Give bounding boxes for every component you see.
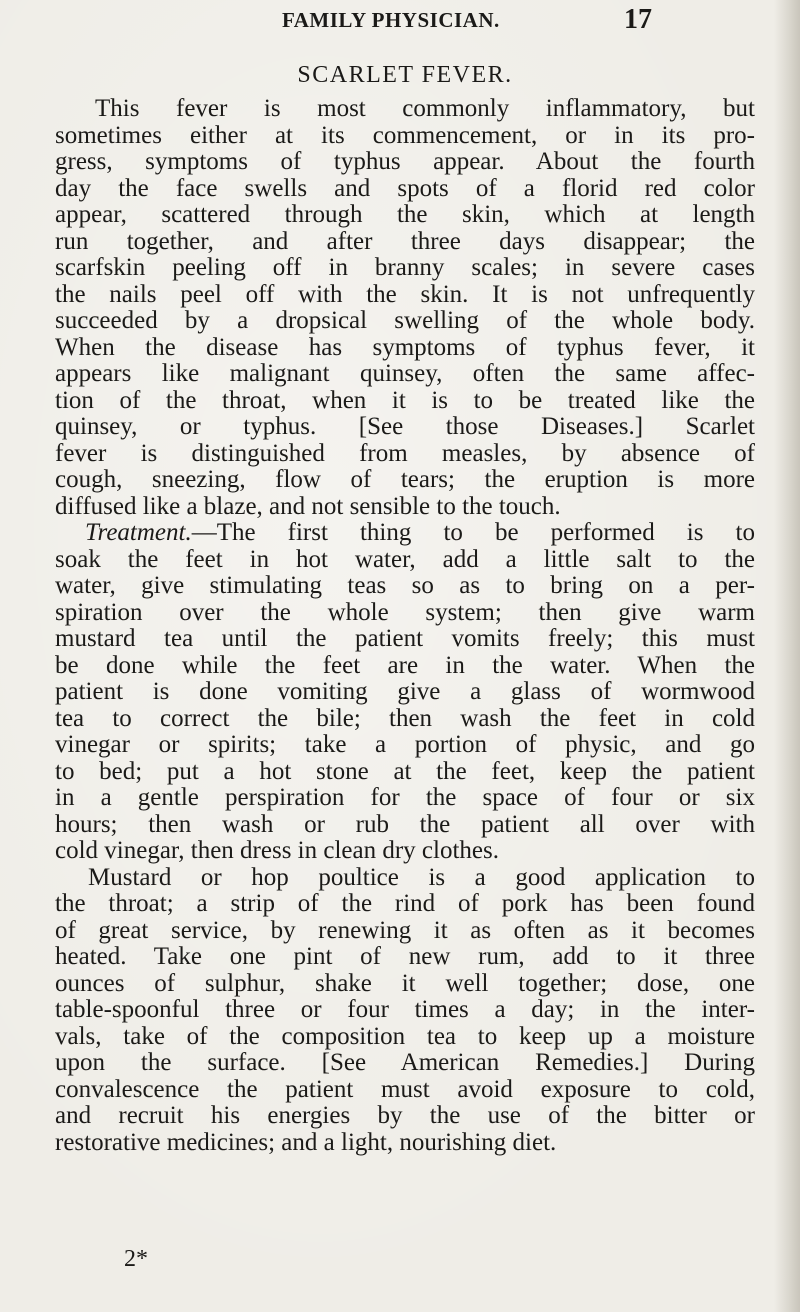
signature-mark: 2* [124, 1246, 148, 1272]
text-line: the throat; a strip of the rind of pork has been found [55, 890, 755, 917]
text-line: succeeded by a dropsical swelling of the whole body. [55, 307, 755, 334]
text-line: table-spoonful three or four times a day; in the inter- [55, 996, 755, 1023]
text-line: to bed; put a hot stone at the feet, keep the patient [55, 757, 755, 785]
text-line-treatment: Treatment.—The first thing to be performed is to [85, 519, 755, 546]
text-line: cough, sneezing, flow of tears; the eruption is more [55, 466, 755, 493]
treatment-heading: Treatment. [85, 519, 192, 546]
text-line: ounces of sulphur, shake it well together; dose, one [55, 969, 755, 997]
text-line: of great service, by renewing it as often as it becomes [55, 916, 755, 944]
text-line: gress, symptoms of typhus appear. About the fourth [55, 148, 755, 175]
text-line: patient is done vomiting give a glass of wormwood [55, 678, 755, 705]
text-line: be done while the feet are in the water. When the [55, 651, 755, 679]
text-line: When the disease has symptoms of typhus fever, it [55, 333, 755, 361]
text-line: and recruit his energies by the use of the bitter or [55, 1102, 755, 1129]
running-title: FAMILY PHYSICIAN. [282, 8, 500, 32]
text-line: vals, take of the composition tea to keep up a moisture [55, 1022, 755, 1050]
text-line: sometimes either at its commencement, or in its pro- [55, 121, 755, 149]
text-line: fever is distinguished from measles, by absence of [55, 439, 755, 467]
text-line: tion of the throat, when it is to be treated like the [55, 386, 755, 414]
text-line: hours; then wash or rub the patient all over with [55, 810, 755, 838]
text-line: appears like malignant quinsey, often the same affec- [55, 360, 755, 387]
text-line: mustard tea until the patient vomits freely; this must [55, 625, 755, 652]
text-line: in a gentle perspiration for the space of four or six [55, 784, 755, 811]
body-text [55, 96, 755, 1156]
page-edge-shadow [774, 0, 800, 1312]
text-line: restorative medicines; and a light, nourishing diet. [55, 1128, 557, 1156]
text-line: vinegar or spirits; take a portion of physic, and go [55, 731, 755, 758]
text-line: convalescence the patient must avoid exposure to cold, [55, 1075, 755, 1103]
text-line: day the face swells and spots of a florid red color [55, 174, 755, 202]
text-line: the nails peel off with the skin. It is not unfrequently [55, 280, 755, 308]
page-number: 17 [624, 4, 652, 35]
section-heading: SCARLET FEVER. [297, 62, 513, 88]
text-line: diffused like a blaze, and not sensible to the touch. [55, 492, 561, 520]
text-line: heated. Take one pint of new rum, add to it three [55, 943, 755, 970]
text-line: soak the feet in hot water, add a little salt to the [55, 545, 755, 573]
text-line: This fever is most commonly inflammatory, but [95, 95, 755, 122]
text-line: tea to correct the bile; then wash the feet in cold [55, 704, 755, 732]
text-line: appear, scattered through the skin, which at length [55, 201, 755, 228]
text-line: cold vinegar, then dress in clean dry clothes. [55, 837, 499, 864]
text-line: upon the surface. [See American Remedies.] During [55, 1049, 755, 1076]
running-head [282, 4, 702, 38]
text-line: scarfskin peeling off in branny scales; in severe cases [55, 254, 755, 281]
text-line: water, give stimulating teas so as to bring on a per- [55, 572, 755, 599]
text-line: Mustard or hop poultice is a good application to [88, 863, 755, 891]
text-line: run together, and after three days disappear; the [55, 227, 755, 255]
text-line: quinsey, or typhus. [See those Diseases.] Scarlet [55, 413, 755, 440]
text-line: spiration over the whole system; then give warm [55, 598, 755, 626]
